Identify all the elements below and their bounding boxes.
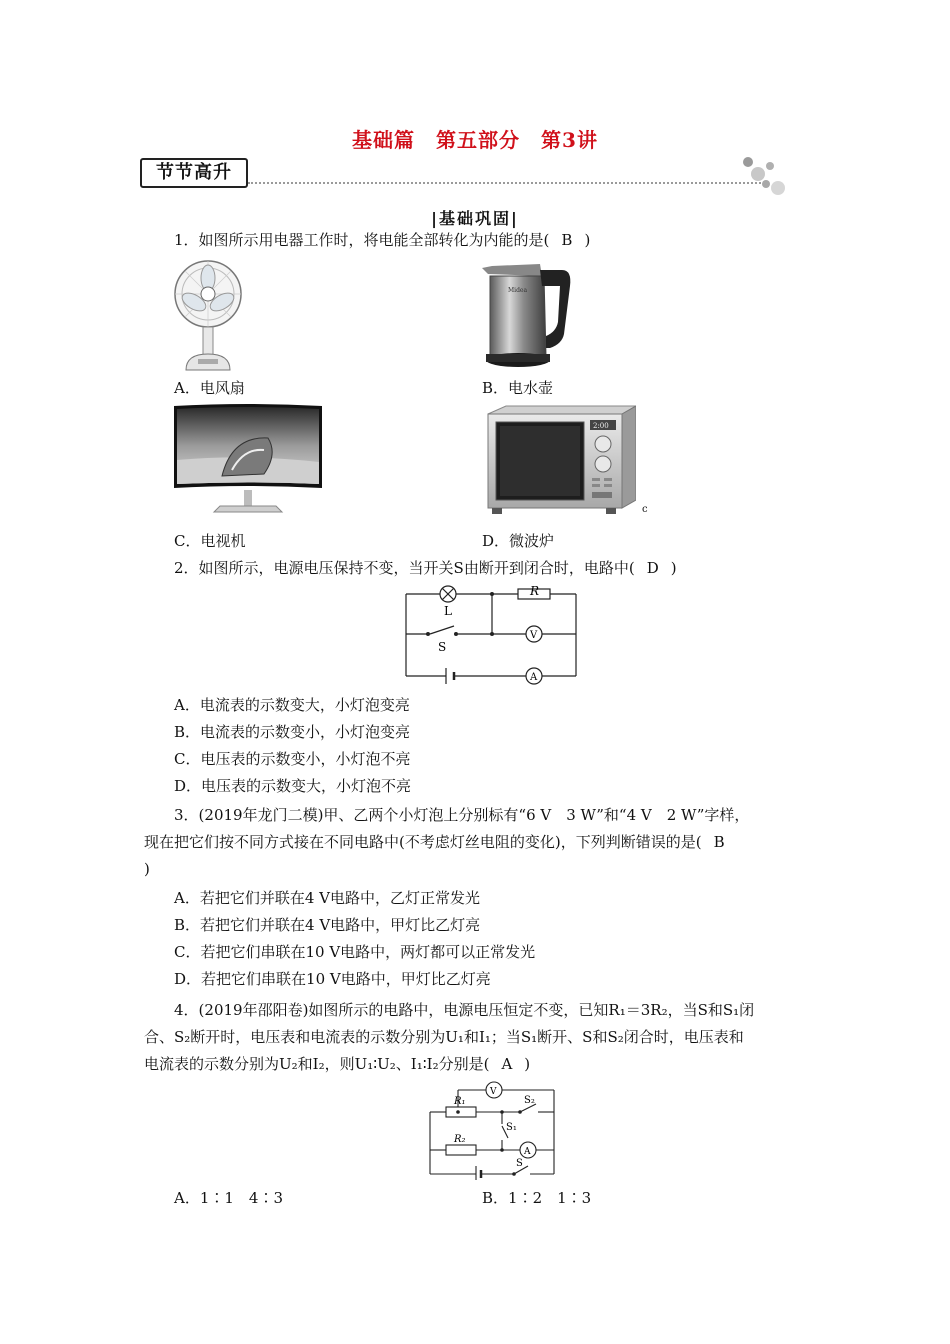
- q2-option-d: D．电压表的示数变大，小灯泡不亮: [174, 777, 412, 795]
- q2-lamp-label: L: [444, 604, 452, 618]
- q2-option-c: C．电压表的示数变小，小灯泡不亮: [174, 750, 411, 768]
- question-2-stem: 2．如图所示，电源电压保持不变，当开关S由断开到闭合时，电路中( D ): [174, 559, 677, 577]
- answer-3: B: [713, 833, 725, 851]
- electric-kettle-image: [478, 256, 574, 372]
- q4-s1-label: S₁: [506, 1122, 517, 1133]
- question-3-line-1: 3．(2019年龙门二模)甲、乙两个小灯泡上分别标有“6 V 3 W”和“4 V 2 W”字样，: [174, 806, 750, 824]
- question-3-close: ): [144, 860, 150, 878]
- page-title: 基础篇 第五部分 第3讲: [352, 128, 598, 152]
- circuit-diagram-q4: [424, 1080, 568, 1180]
- q4-s-label: S: [516, 1158, 523, 1169]
- q2-option-a: A．电流表的示数变大，小灯泡变亮: [174, 696, 410, 714]
- q4-ammeter-label: A: [524, 1147, 531, 1157]
- dotted-divider: [248, 182, 768, 184]
- q2-option-b: B．电流表的示数变小，小灯泡变亮: [174, 723, 411, 741]
- q4-voltmeter-label: V: [490, 1087, 497, 1097]
- q3-option-c: C．若把它们串联在10 V电路中，两灯都可以正常发光: [174, 943, 536, 961]
- question-3-line-2: 现在把它们按不同方式接在不同电路中(不考虑灯丝电阻的变化)，下列判断错误的是( B: [144, 832, 737, 852]
- question-4-line-2: 合、S₂断开时，电压表和电流表的示数分别为U₁和I₁；当S₁断开、S和S₂闭合时，电压表和: [144, 1028, 744, 1046]
- microwave-oven-image: [486, 404, 636, 520]
- question-4-line-1: 4．(2019年邵阳卷)如图所示的电路中，电源电压恒定不变，已知R₁＝3R₂，当S和S₁闭: [174, 1001, 755, 1019]
- q2-resistor-label: R: [530, 584, 540, 598]
- q4-r1-label: R₁: [454, 1096, 466, 1107]
- q2-ammeter-label: A: [530, 672, 538, 683]
- q2-switch-label: S: [438, 640, 447, 654]
- svg-text:Midea: Midea: [508, 287, 528, 294]
- q4-s2-label: S₂: [524, 1095, 535, 1106]
- question-4-line-3: 电流表的示数分别为U₂和I₂，则U₁∶U₂、I₁∶I₂分别是( A ): [144, 1055, 531, 1073]
- question-1-stem: 1．如图所示用电器工作时，将电能全部转化为内能的是( B ): [174, 231, 591, 249]
- answer-2: D: [646, 559, 659, 577]
- q4-r2-label: R₂: [454, 1134, 466, 1145]
- answer-1: B: [561, 231, 573, 249]
- q4-option-b: B．1∶2 1∶3: [482, 1189, 592, 1207]
- television-image: [172, 404, 324, 520]
- q2-voltmeter-label: V: [530, 630, 538, 641]
- q4-option-a: A．1∶1 4∶3: [174, 1189, 284, 1207]
- q3-option-d: D．若把它们串联在10 V电路中，甲灯比乙灯亮: [174, 970, 491, 988]
- electric-fan-image: [172, 258, 244, 372]
- q1-option-b: B．电水壶: [482, 379, 554, 397]
- microwave-mark: c: [642, 504, 648, 515]
- section-badge: 节节高升: [140, 158, 248, 188]
- microwave-display: 2:00: [593, 422, 609, 430]
- q3-option-b: B．若把它们并联在4 V电路中，甲灯比乙灯亮: [174, 916, 481, 934]
- q1-option-a: A．电风扇: [174, 379, 245, 397]
- q1-option-c: C．电视机: [174, 532, 246, 550]
- decorative-dots-icon: [736, 152, 792, 198]
- answer-4: A: [501, 1055, 513, 1073]
- q1-option-d: D．微波炉: [482, 532, 555, 550]
- section-heading: |基础巩固|: [431, 209, 519, 228]
- circuit-diagram-q2: [400, 584, 586, 690]
- q3-option-a: A．若把它们并联在4 V电路中，乙灯正常发光: [174, 889, 480, 907]
